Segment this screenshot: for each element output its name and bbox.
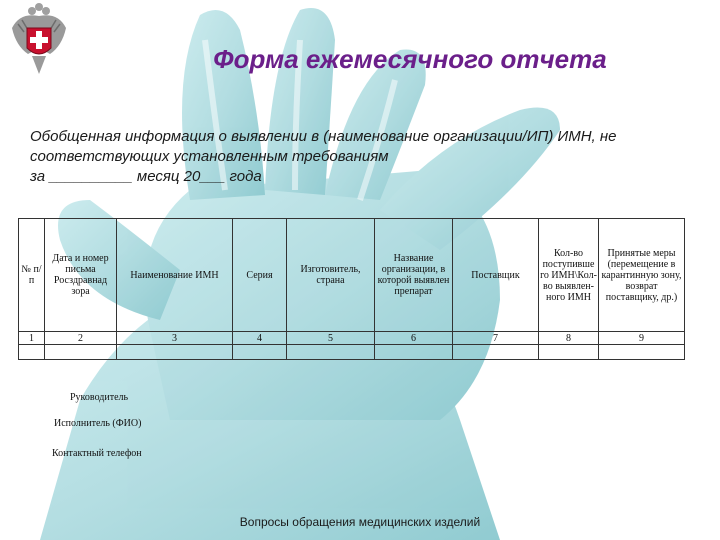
empty-data-row xyxy=(19,345,685,360)
report-table xyxy=(18,218,685,360)
column-number: 6 xyxy=(375,332,453,345)
table-cell xyxy=(45,345,117,360)
column-number: 3 xyxy=(117,332,233,345)
column-number: 5 xyxy=(287,332,375,345)
description-line-3: за __________ месяц 20___ года xyxy=(30,168,262,185)
column-number-row xyxy=(19,332,685,345)
contact-phone-label: Контактный телефон xyxy=(52,448,142,459)
head-signature-label: Руководитель xyxy=(70,392,129,403)
column-number: 9 xyxy=(599,332,685,345)
table-cell xyxy=(453,345,539,360)
executor-label: Исполнитель (ФИО) xyxy=(54,418,142,429)
column-header: Кол-во поступивше го ИМН\Кол-во выявлен-ного ИМН xyxy=(539,219,599,332)
column-number: 8 xyxy=(539,332,599,345)
column-number: 2 xyxy=(45,332,117,345)
table-cell xyxy=(19,345,45,360)
column-header: Дата и номер письма Росздравнад зора xyxy=(45,219,117,332)
table-cell xyxy=(287,345,375,360)
table-cell xyxy=(599,345,685,360)
column-header: Наименование ИМН xyxy=(117,219,233,332)
report-description xyxy=(30,127,700,187)
column-number: 4 xyxy=(233,332,287,345)
column-number: 7 xyxy=(453,332,539,345)
table-cell xyxy=(233,345,287,360)
column-header: Название организации, в которой выявлен препарат xyxy=(375,219,453,332)
description-line-1: Обобщенная информация о выявлении в (наименование организации/ИП) ИМН, не xyxy=(30,128,617,145)
page-title: Форма ежемесячного отчета xyxy=(213,44,607,74)
table-cell xyxy=(375,345,453,360)
description-line-2: соответствующих установленным требованиям xyxy=(30,148,389,165)
table-header-row xyxy=(19,219,685,332)
column-header: Изготовитель, страна xyxy=(287,219,375,332)
column-header: Поставщик xyxy=(453,219,539,332)
footer-caption: Вопросы обращения медицинских изделий xyxy=(239,515,481,529)
column-header: № п/п xyxy=(19,219,45,332)
column-number: 1 xyxy=(19,332,45,345)
column-header: Серия xyxy=(233,219,287,332)
column-header: Принятые меры (перемещение в карантинную зону, возврат поставщику, др.) xyxy=(599,219,685,332)
table-cell xyxy=(539,345,599,360)
table-cell xyxy=(117,345,233,360)
